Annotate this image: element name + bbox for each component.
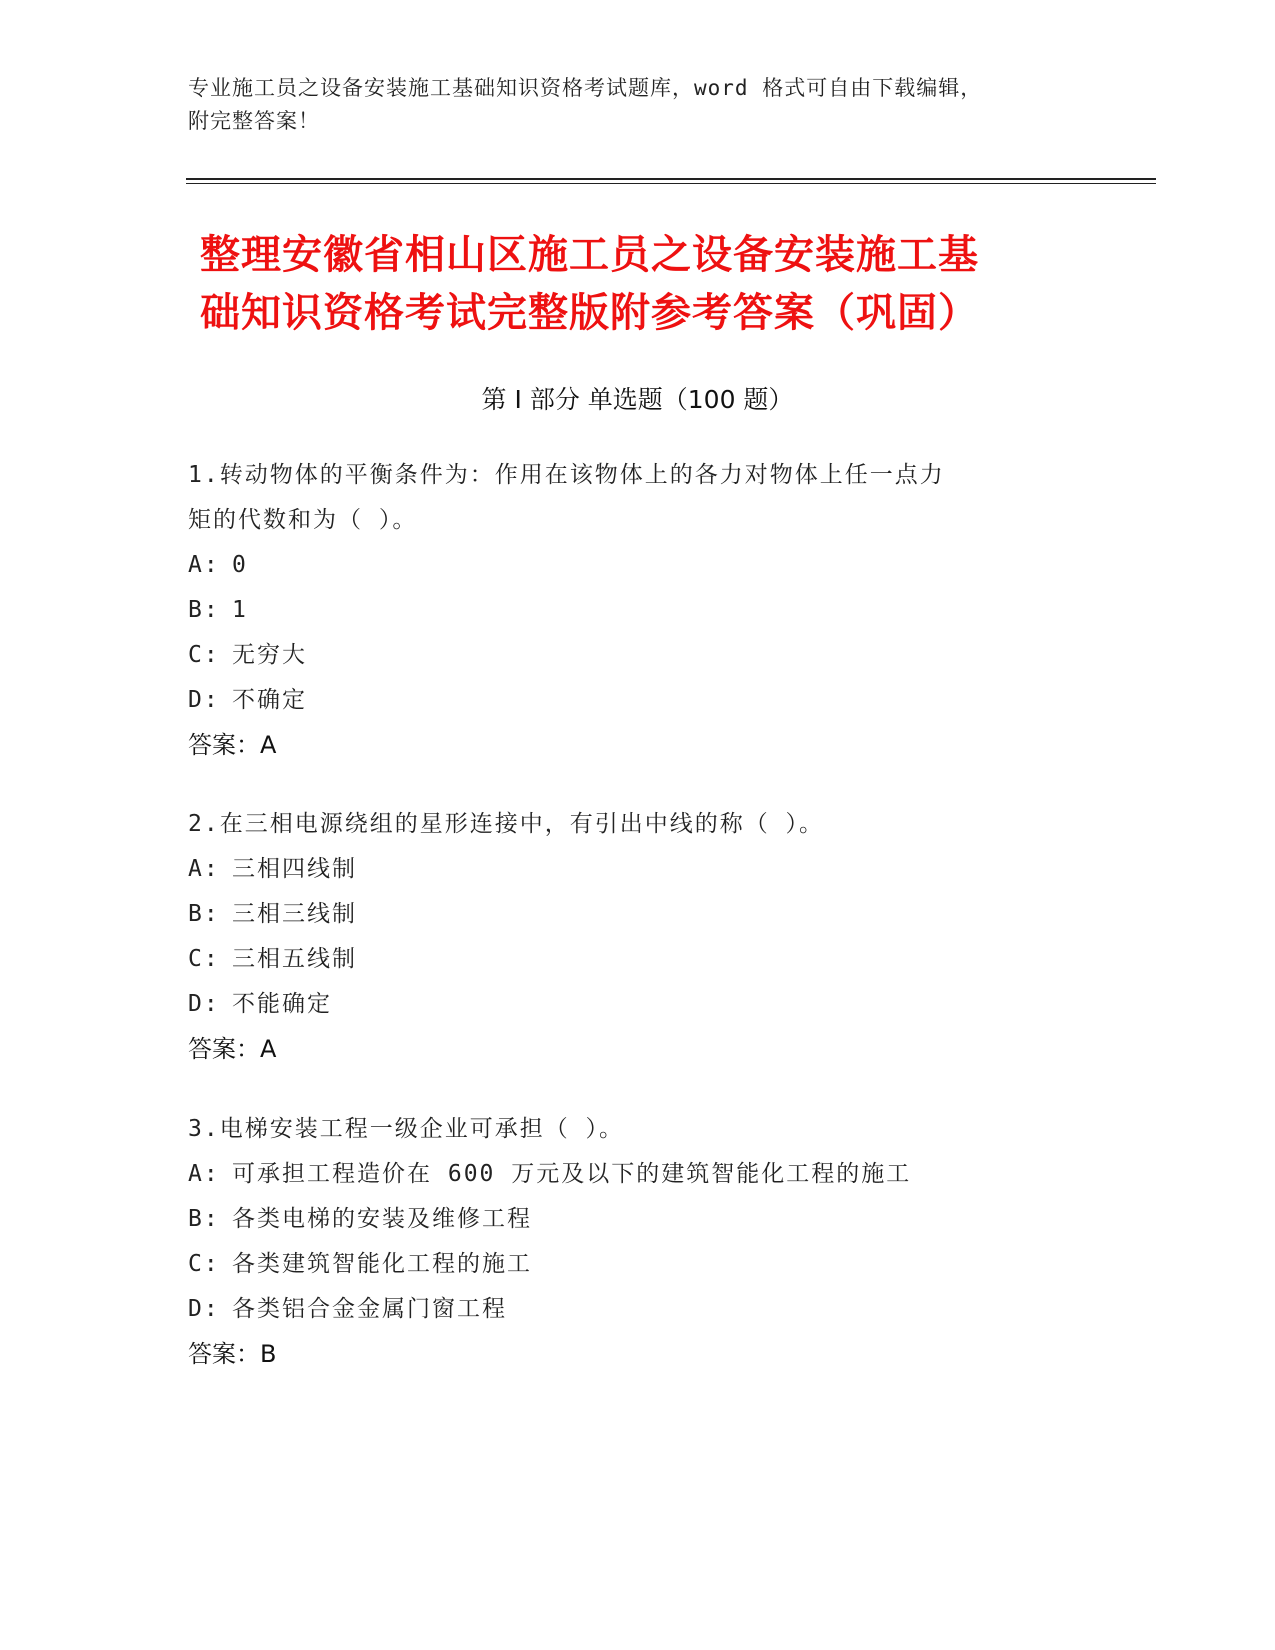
option-text: 无穷大: [232, 642, 307, 668]
question-stem-line: 3.电梯安装工程一级企业可承担（ ）。: [188, 1116, 625, 1142]
document-title: [200, 226, 1200, 342]
question-stem-line: 1.转动物体的平衡条件为：作用在该物体上的各力对物体上任一点力: [188, 462, 945, 488]
option-letter: A:: [188, 856, 220, 882]
header-divider-thin: [186, 183, 1156, 184]
option-a: [188, 847, 1088, 892]
option-text: 1: [232, 597, 248, 623]
option-letter: D:: [188, 687, 220, 713]
option-letter: B:: [188, 1206, 220, 1232]
option-letter: C:: [188, 642, 220, 668]
option-d: [188, 1287, 1088, 1332]
answer-line: 答案：B: [188, 1340, 277, 1368]
option-text: 不能确定: [232, 991, 332, 1017]
header-note-line-2: 附完整答案！: [188, 109, 320, 133]
option-letter: A:: [188, 552, 220, 578]
question-stem-line: 2.在三相电源绕组的星形连接中，有引出中线的称（ ）。: [188, 811, 825, 837]
option-a: [188, 1152, 1088, 1197]
section-heading: 第 I 部分 单选题（100 题）: [481, 385, 794, 414]
option-c: [188, 937, 1088, 982]
option-c: [188, 633, 1088, 678]
option-c: [188, 1242, 1088, 1287]
option-letter: B:: [188, 901, 220, 927]
question-stem-line: 矩的代数和为（ ）。: [188, 507, 418, 533]
option-text: 三相三线制: [232, 901, 357, 927]
option-letter: C:: [188, 1251, 220, 1277]
option-text: 三相五线制: [232, 946, 357, 972]
header-note-line-1: 专业施工员之设备安装施工基础知识资格考试题库，word 格式可自由下载编辑，: [188, 76, 983, 100]
option-letter: C:: [188, 946, 220, 972]
option-a: [188, 543, 1088, 588]
option-text: 不确定: [232, 687, 307, 713]
option-text: 各类电梯的安装及维修工程: [232, 1206, 532, 1232]
option-letter: D:: [188, 991, 220, 1017]
option-b: [188, 892, 1088, 937]
option-d: [188, 982, 1088, 1027]
header-divider-thick: [186, 178, 1156, 180]
header-note: [188, 72, 1088, 138]
option-text: 三相四线制: [232, 856, 357, 882]
option-text: 0: [232, 552, 248, 578]
question-2: [188, 802, 1088, 1072]
option-text: 各类铝合金金属门窗工程: [232, 1296, 507, 1322]
option-b: [188, 588, 1088, 633]
option-letter: B:: [188, 597, 220, 623]
question-3: [188, 1107, 1088, 1377]
option-letter: D:: [188, 1296, 220, 1322]
option-text: 可承担工程造价在 600 万元及以下的建筑智能化工程的施工: [232, 1161, 912, 1187]
document-title-line-2: 础知识资格考试完整版附参考答案（巩固）: [200, 290, 979, 336]
answer-line: 答案：A: [188, 1035, 277, 1063]
option-b: [188, 1197, 1088, 1242]
question-1: [188, 453, 1088, 768]
answer-line: 答案：A: [188, 731, 277, 759]
option-letter: A:: [188, 1161, 220, 1187]
option-text: 各类建筑智能化工程的施工: [232, 1251, 532, 1277]
document-title-line-1: 整理安徽省相山区施工员之设备安装施工基: [200, 232, 979, 278]
option-d: [188, 678, 1088, 723]
